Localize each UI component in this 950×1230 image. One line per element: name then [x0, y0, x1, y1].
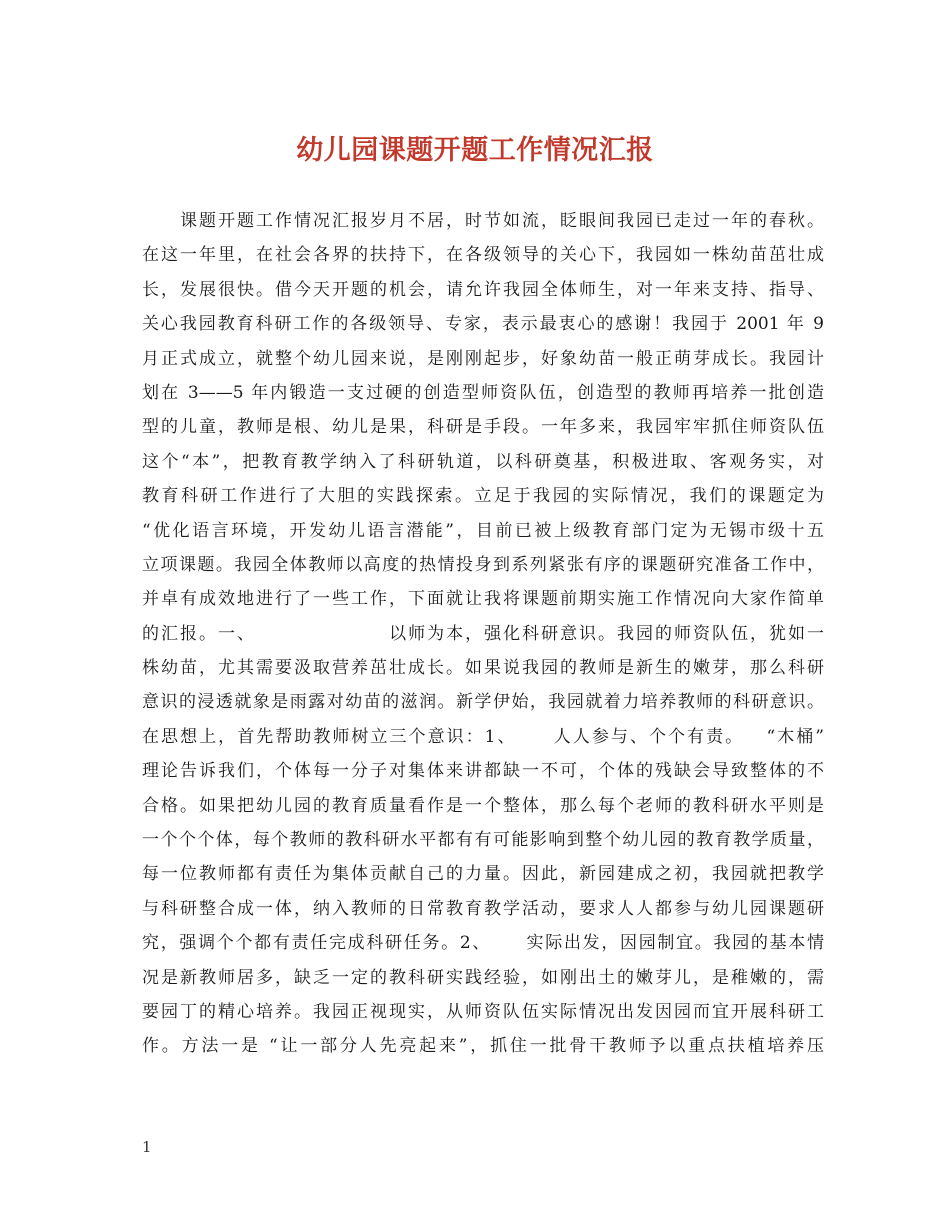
body-line: 教育科研工作进行了大胆的实践探索。立足于我园的实际情况，我们的课题定为	[142, 486, 824, 507]
body-line: 划在 3——5 年内锻造一支过硬的创造型师资队伍，创造型的教师再培养一批创造	[142, 382, 824, 403]
body-line: 课题开题工作情况汇报岁月不居，时节如流，眨眼间我园已走过一年的春秋。	[142, 211, 824, 231]
body-line: 关心我园教育科研工作的各级领导、专家，表示最衷心的感谢！我园于 2001 年 9	[142, 314, 824, 335]
body-line: 在这一年里，在社会各界的扶持下，在各级领导的关心下，我园如一株幼苗茁壮成	[142, 245, 824, 266]
body-line: 的汇报。一、 以师为本，强化科研意识。我园的师资队伍，犹如一	[142, 623, 824, 644]
body-line: 合格。如果把幼儿园的教育质量看作是一个整体，那么每个老师的教科研水平则是	[142, 795, 824, 816]
body-line: 一个个个体，每个教师的教科研水平都有有可能影响到整个幼儿园的教育教学质量，	[142, 830, 824, 851]
body-line: 要园丁的精心培养。我园正视现实，从师资队伍实际情况出发因园而宜开展科研工	[142, 1001, 824, 1022]
body-line: 在思想上，首先帮助教师树立三个意识：1、 人人参与、个个有责。 “木桶”	[142, 726, 824, 747]
body-line: 理论告诉我们，个体每一分子对集体来讲都缺一不可，个体的残缺会导致整体的不	[142, 761, 824, 782]
body-line: 意识的浸透就象是雨露对幼苗的滋润。新学伊始，我园就着力培养教师的科研意识。	[142, 692, 824, 713]
page-number: 1	[142, 1138, 152, 1156]
body-line: 作。方法一是 “让一部分人先亮起来”，抓住一批骨干教师予以重点扶植培养压	[142, 1036, 824, 1057]
body-line: 并卓有成效地进行了一些工作，下面就让我将课题前期实施工作情况向大家作简单	[142, 589, 824, 610]
document-body	[142, 204, 824, 1064]
body-line: 况是新教师居多，缺乏一定的教科研实践经验，如刚出土的嫩芽儿，是稚嫩的，需	[142, 967, 824, 988]
body-line: 月正式成立，就整个幼儿园来说，是刚刚起步，好象幼苗一般正萌芽成长。我园计	[142, 348, 824, 369]
body-line: 长，发展很快。借今天开题的机会，请允许我园全体师生，对一年来支持、指导、	[142, 279, 824, 300]
body-line: 与科研整合成一体，纳入教师的日常教育教学活动，要求人人都参与幼儿园课题研	[142, 898, 824, 919]
body-line: 究，强调个个都有责任完成科研任务。2、 实际出发，因园制宜。我园的基本情	[142, 933, 824, 954]
body-line: 每一位教师都有责任为集体贡献自己的力量。因此，新园建成之初，我园就把教学	[142, 864, 824, 885]
body-line: 这个“本”，把教育教学纳入了科研轨道，以科研奠基，积极进取、客观务实，对	[142, 451, 824, 472]
body-line: 立项课题。我园全体教师以高度的热情投身到系列紧张有序的课题研究准备工作中，	[142, 554, 824, 575]
body-line: “优化语言环境，开发幼儿语言潜能”，目前已被上级教育部门定为无锡市级十五	[142, 520, 824, 541]
body-line: 型的儿童，教师是根、幼儿是果，科研是手段。一年多来，我园牢牢抓住师资队伍	[142, 417, 824, 438]
body-line: 株幼苗，尤其需要汲取营养茁壮成长。如果说我园的教师是新生的嫩芽，那么科研	[142, 658, 824, 679]
document-title: 幼儿园课题开题工作情况汇报	[296, 135, 654, 166]
